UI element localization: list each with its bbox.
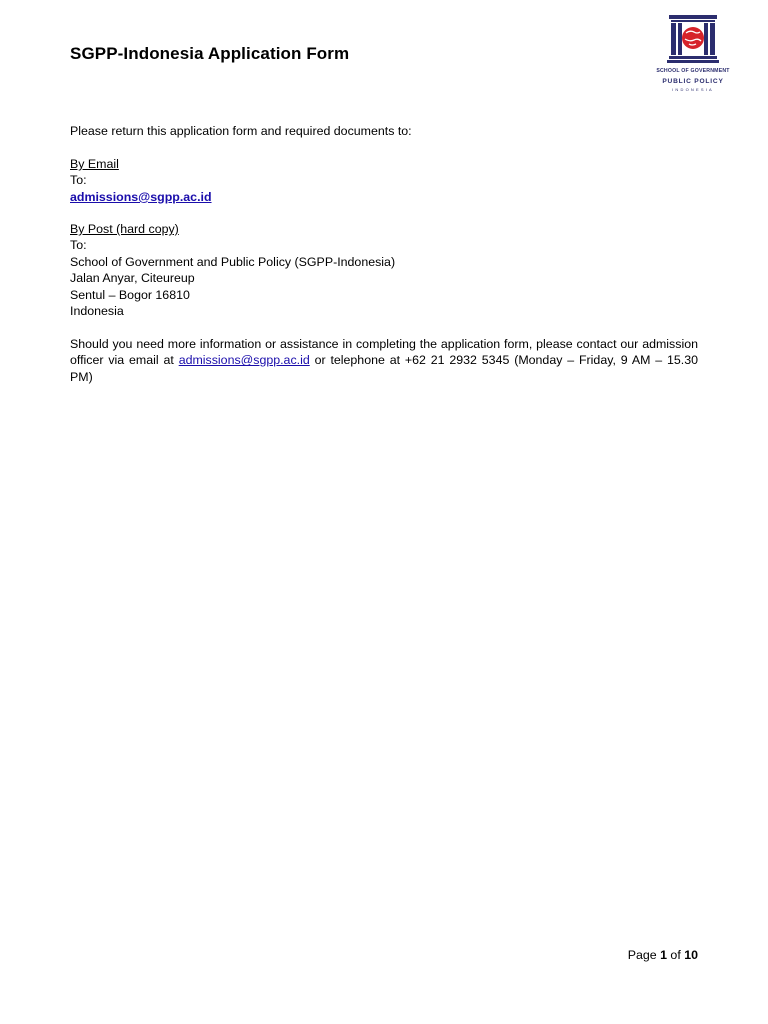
logo-text-line2: PUBLIC POLICY	[662, 78, 724, 85]
logo-text-line3: INDONESIA	[672, 87, 714, 92]
contact-text-after: or telephone at +62 21 2932 5345 (Monday – Friday, 9 AM – 15.30 PM)	[70, 353, 698, 384]
email-section	[70, 156, 698, 205]
email-heading: By Email	[70, 157, 119, 171]
page-of-label: of	[666, 948, 685, 962]
post-heading: By Post (hard copy)	[70, 222, 179, 236]
contact-paragraph	[70, 336, 698, 385]
address-line: Jalan Anyar, Citeureup	[70, 271, 195, 286]
page-label: Page	[627, 948, 661, 962]
page-title: SGPP-Indonesia Application Form	[70, 44, 350, 63]
columns-globe-logo-icon	[667, 15, 719, 63]
intro-line: Please return this application form and required documents to:	[70, 124, 412, 138]
address-line: School of Government and Public Policy (SGPP-Indonesia)	[70, 254, 396, 269]
email-to-label: To:	[70, 173, 87, 188]
page-current: 1	[660, 948, 667, 962]
page-number-footer	[628, 948, 698, 962]
intro-text	[70, 123, 698, 139]
page-total: 10	[684, 948, 698, 962]
address-line: Indonesia	[70, 304, 124, 319]
post-section	[70, 221, 698, 319]
contact-email-link[interactable]: admissions@sgpp.ac.id	[178, 353, 310, 368]
address-line: Sentul – Bogor 16810	[70, 287, 190, 302]
post-to-label: To:	[70, 238, 87, 253]
email-address-link[interactable]: admissions@sgpp.ac.id	[70, 189, 212, 204]
contact-text-before: Should you need more information or assistance in completing the application form, please contact our admission officer via email at	[70, 337, 698, 368]
logo-text-line1: SCHOOL OF GOVERNMENT	[656, 68, 730, 74]
sgpp-logo	[651, 15, 735, 95]
